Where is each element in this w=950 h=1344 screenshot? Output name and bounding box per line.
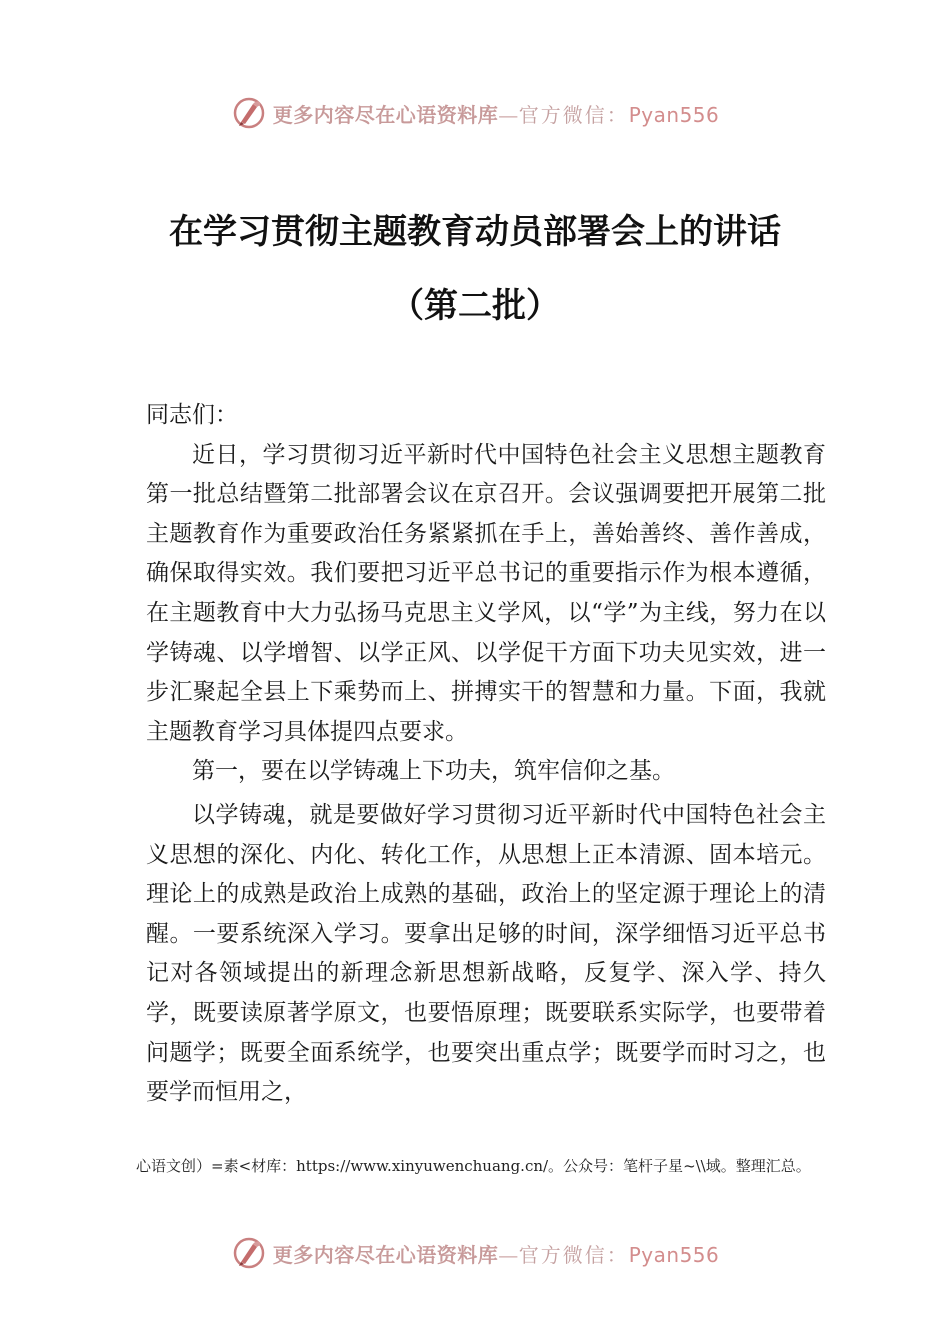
header-banner	[0, 93, 950, 133]
document-subtitle: （第二批）	[390, 286, 560, 326]
banner-separator: —	[498, 1242, 519, 1267]
pen-quill-logo-icon	[231, 95, 267, 131]
paragraph-detail: 以学铸魂，就是要做好学习贯彻习近平新时代中国特色社会主义思想的深化、内化、转化工作，从思想上正本清源、固本培元。理论上的成熟是政治上成熟的基础，政治上的坚定源于理论上的清醒。一要系统深入学习。要拿出足够的时间，深学细悟习近平总书记对各领域提出的新理念新思想新战略，反复学、深入学、持久学，既要读原著学原文，也要悟原理；既要联系实际学，也要带着问题学；既要全面系统学，也要突出重点学；既要学而时习之，也要学而恒用之，	[146, 801, 826, 1106]
banner-main-text: 更多内容尽在心语资料库	[272, 1242, 499, 1267]
banner-text	[273, 1239, 720, 1268]
banner-main-text: 更多内容尽在心语资料库	[272, 102, 499, 127]
source-footnote: 心语文创）=素<材库：https://www.xinyuwenchuang.cn/。公众号：笔杆子星~\\域。整理汇总。	[136, 1157, 811, 1175]
footer-banner	[0, 1233, 950, 1273]
banner-wechat-label: 官方微信：	[518, 1242, 629, 1267]
banner-text	[273, 99, 720, 128]
document-title: 在学习贯彻主题教育动员部署会上的讲话	[169, 212, 781, 252]
salutation: 同志们：	[146, 402, 238, 428]
banner-wechat-label: 官方微信：	[518, 102, 629, 127]
banner-separator: —	[498, 102, 519, 127]
document-body	[146, 396, 826, 1113]
banner-wechat-id: Pyan556	[628, 102, 720, 127]
paragraph-point-one: 第一，要在以学铸魂上下功夫，筑牢信仰之基。	[192, 758, 675, 785]
pen-quill-logo-icon	[231, 1235, 267, 1271]
paragraph-intro: 近日，学习贯彻习近平新时代中国特色社会主义思想主题教育第一批总结暨第二批部署会议在京召开。会议强调要把开展第二批主题教育作为重要政治任务紧紧抓在手上，善始善终、善作善成，确保取得实效。我们要把习近平总书记的重要指示作为根本遵循，在主题教育中大力弘扬马克思主义学风，以“学”为主线，努力在以学铸魂、以学增智、以学正风、以学促干方面下功夫见实效，进一步汇聚起全县上下乘势而上、拼搏实干的智慧和力量。下面，我就主题教育学习具体提四点要求。	[146, 441, 826, 745]
banner-wechat-id: Pyan556	[628, 1242, 720, 1267]
